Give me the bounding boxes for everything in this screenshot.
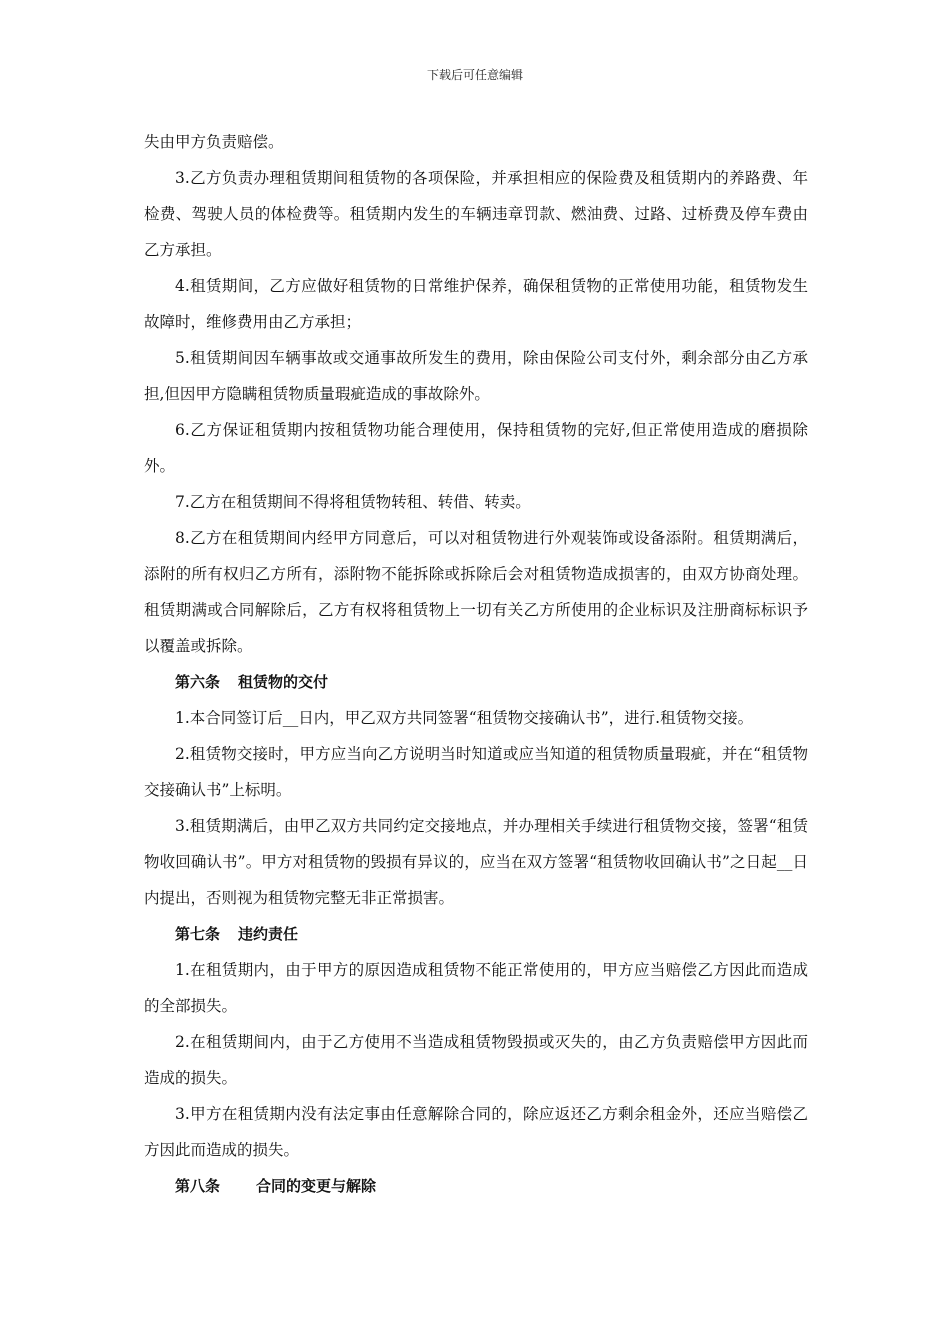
section-title: 违约责任 [238,925,299,943]
section-number: 第八条 [175,1177,221,1195]
section-heading-7 [144,916,808,952]
section-title: 租赁物的交付 [238,673,329,691]
paragraph-6-1: 1.本合同签订后__日内，甲乙双方共同签署“租赁物交接确认书”，进行.租赁物交接。 [175,709,754,727]
section-title: 合同的变更与解除 [256,1177,377,1195]
section-number: 第七条 [175,925,221,943]
page-header: 下载后可任意编辑 [426,68,523,82]
paragraph-6-2: 2.租赁物交接时，甲方应当向乙方说明当时知道或应当知道的租赁物质量瑕疵，并在“租赁物交接确认书”上标明。 [144,745,808,799]
paragraph-item-4: 4.租赁期间，乙方应做好租赁物的日常维护保养，确保租赁物的正常使用功能，租赁物发生故障时，维修费用由乙方承担； [144,277,808,331]
paragraph-item-3: 3.乙方负责办理租赁期间租赁物的各项保险，并承担相应的保险费及租赁期内的养路费、年检费、驾驶人员的体检费等。租赁期内发生的车辆违章罚款、燃油费、过路、过桥费及停车费由乙方承担。 [144,169,808,259]
section-heading-8 [144,1168,808,1204]
paragraph-7-2: 2.在租赁期间内，由于乙方使用不当造成租赁物毁损或灭失的，由乙方负责赔偿甲方因此而造成的损失。 [144,1033,808,1087]
paragraph-item-7: 7.乙方在租赁期间不得将租赁物转租、转借、转卖。 [175,493,531,511]
paragraph-6-3: 3.租赁期满后，由甲乙双方共同约定交接地点，并办理相关手续进行租赁物交接，签署“租赁物收回确认书”。甲方对租赁物的毁损有异议的，应当在双方签署“租赁物收回确认书”之日起__日内提出，否则视为租赁物完整无非正常损害。 [144,817,808,907]
document-body [144,124,808,1204]
paragraph-7-3: 3.甲方在租赁期内没有法定事由任意解除合同的，除应返还乙方剩余租金外，还应当赔偿乙方因此而造成的损失。 [144,1105,808,1159]
paragraph-continuation: 失由甲方负责赔偿。 [144,133,284,151]
paragraph-item-6: 6.乙方保证租赁期内按租赁物功能合理使用，保持租赁物的完好,但正常使用造成的磨损除外。 [144,421,808,475]
section-number: 第六条 [175,673,221,691]
section-heading-6 [144,664,808,700]
paragraph-item-5: 5.租赁期间因车辆事故或交通事故所发生的费用，除由保险公司支付外，剩余部分由乙方承担,但因甲方隐瞒租赁物质量瑕疵造成的事故除外。 [144,349,808,403]
paragraph-item-8: 8.乙方在租赁期间内经甲方同意后，可以对租赁物进行外观装饰或设备添附。租赁期满后，添附的所有权归乙方所有，添附物不能拆除或拆除后会对租赁物造成损害的，由双方协商处理。租赁期满或合同解除后，乙方有权将租赁物上一切有关乙方所使用的企业标识及注册商标标识予以覆盖或拆除。 [144,529,808,655]
paragraph-7-1: 1.在租赁期内，由于甲方的原因造成租赁物不能正常使用的，甲方应当赔偿乙方因此而造成的全部损失。 [144,961,808,1015]
